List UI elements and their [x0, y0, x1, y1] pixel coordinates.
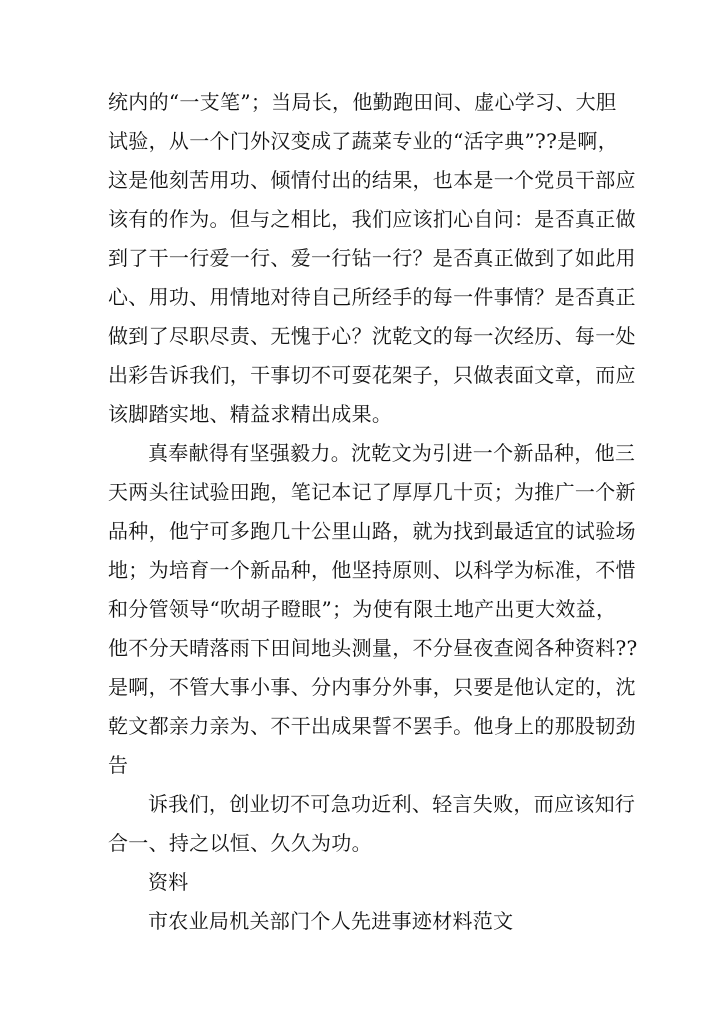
paragraph-line: 告 — [108, 753, 129, 777]
document-title: 市农业局机关部门个人先进事迹材料范文 — [148, 909, 514, 933]
paragraph-line: 心、用功、用情地对待自己所经手的每一件事情？是否真正 — [108, 285, 636, 309]
paragraph-line: 地；为培育一个新品种，他坚持原则、以科学为标准，不惜 — [108, 558, 636, 582]
paragraph-line: 该有的作为。但与之相比，我们应该扪心自问：是否真正做 — [108, 207, 636, 231]
paragraph-line: 做到了尽职尽责、无愧于心？沈乾文的每一次经历、每一处 — [108, 324, 636, 348]
paragraph-line: 真奉献得有坚强毅力。沈乾文为引进一个新品种，他三 — [148, 441, 636, 465]
paragraph-line: 统内的“一支笔”；当局长，他勤跑田间、虚心学习、大胆 — [108, 90, 617, 114]
paragraph-line: 到了干一行爱一行、爱一行钻一行？是否真正做到了如此用 — [108, 246, 636, 270]
paragraph-line: 诉我们，创业切不可急功近利、轻言失败，而应该知行 — [148, 792, 636, 816]
paragraph-line: 合一、持之以恒、久久为功。 — [108, 831, 372, 855]
paragraph-line: 出彩告诉我们，干事切不可耍花架子，只做表面文章，而应 — [108, 363, 636, 387]
paragraph-line: 和分管领导“吹胡子瞪眼”；为使有限土地产出更大效益， — [108, 597, 617, 621]
paragraph-line: 他不分天晴落雨下田间地头测量，不分昼夜查阅各种资料?? — [108, 636, 638, 660]
paragraph-line: 是啊，不管大事小事、分内事分外事，只要是他认定的，沈 — [108, 675, 636, 699]
paragraph-line: 这是他刻苦用功、倾情付出的结果，也本是一个党员干部应 — [108, 168, 636, 192]
paragraph-line: 天两头往试验田跑，笔记本记了厚厚几十页；为推广一个新 — [108, 480, 636, 504]
paragraph-line: 该脚踏实地、精益求精出成果。 — [108, 402, 393, 426]
paragraph-line: 试验，从一个门外汉变成了蔬菜专业的“活字典”??是啊， — [108, 129, 618, 153]
paragraph-line: 乾文都亲力亲为、不干出成果誓不罢手。他身上的那股韧劲 — [108, 714, 636, 738]
section-label: 资料 — [148, 870, 189, 894]
paragraph-line: 品种，他宁可多跑几十公里山路，就为找到最适宜的试验场 — [108, 519, 636, 543]
